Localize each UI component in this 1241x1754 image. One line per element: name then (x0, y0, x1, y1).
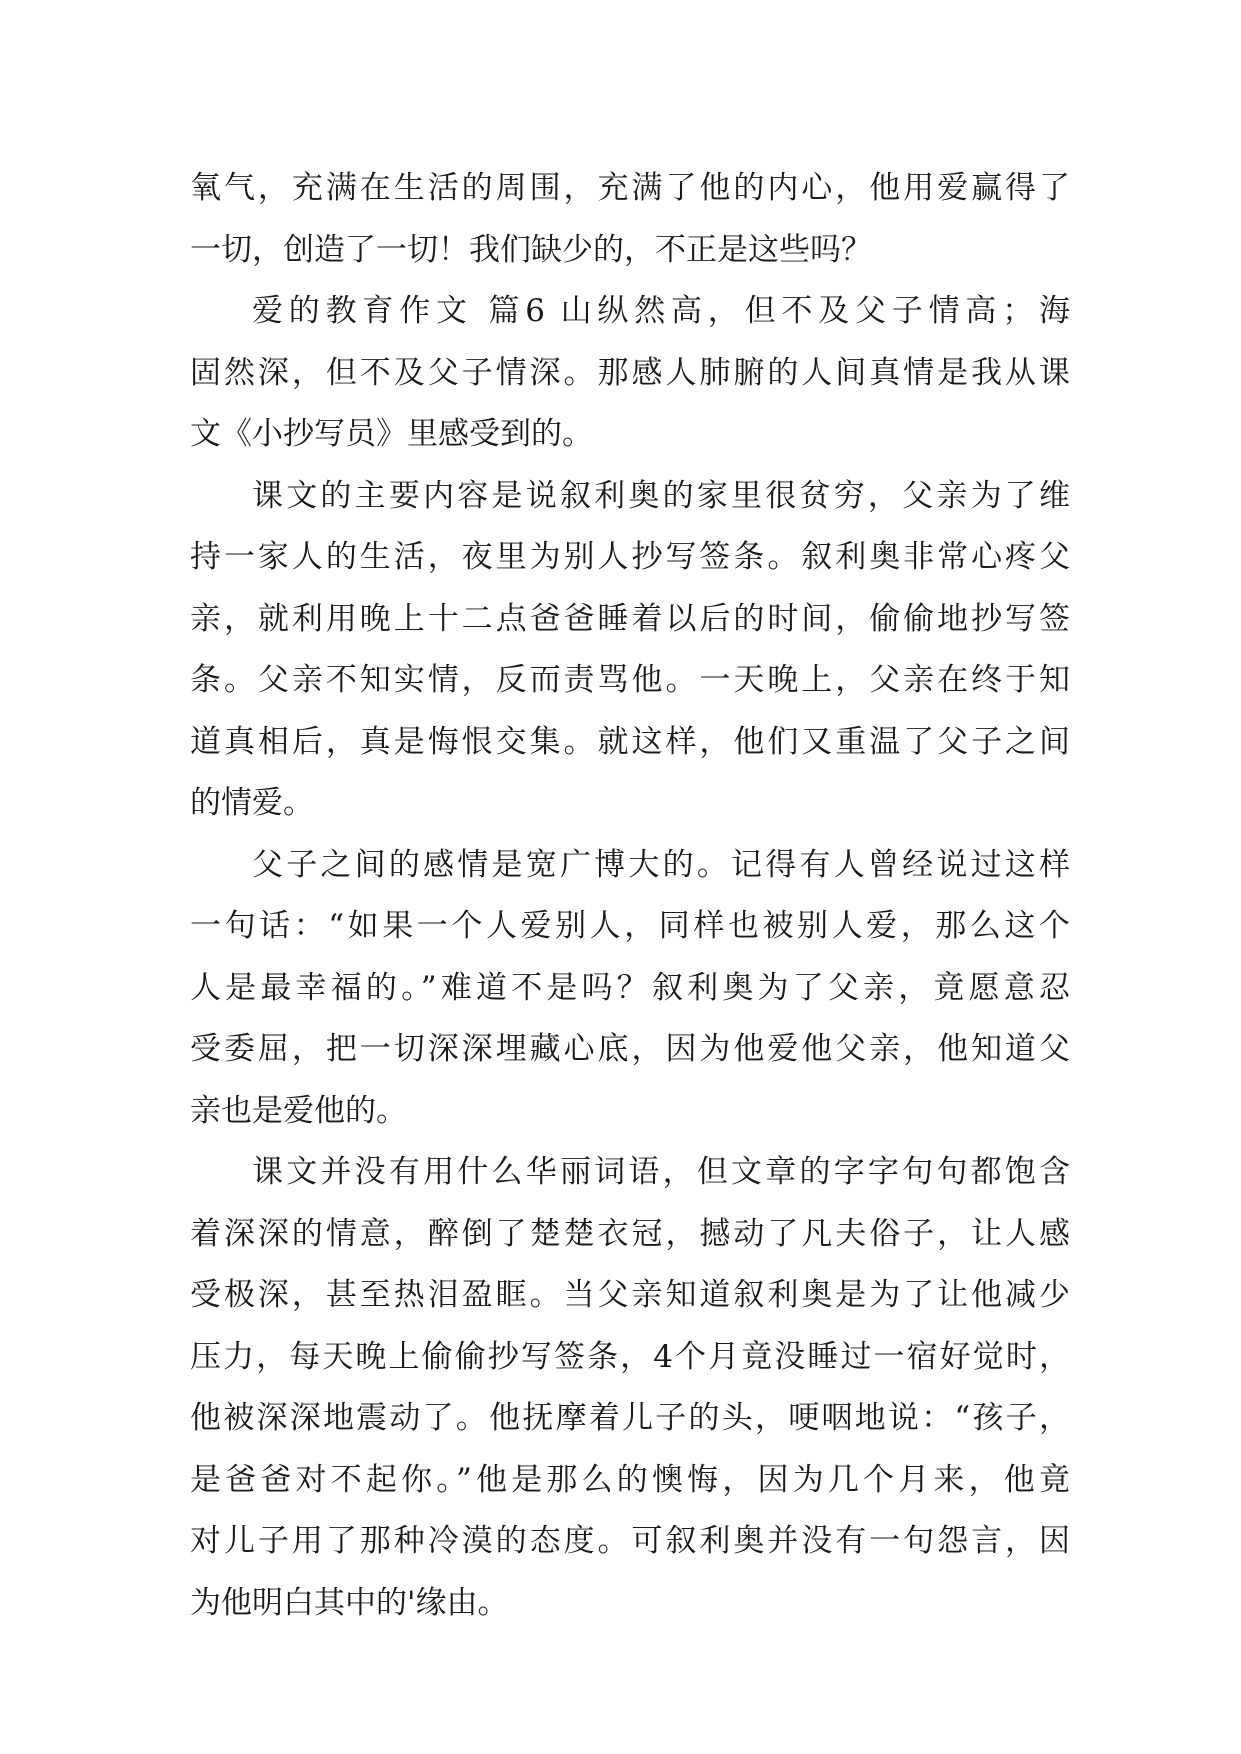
text-line: 道真相后，真是悔恨交集。就这样，他们又重温了父子之间 (190, 723, 1070, 760)
text-line: 一切，创造了一切！我们缺少的，不正是这些吗？ (190, 231, 872, 268)
text-line: 是爸爸对不起你。”他是那么的懊悔，因为几个月来，他竟 (190, 1461, 1070, 1498)
text-line: 对儿子用了那种冷漠的态度。可叙利奥并没有一句怨言，因 (190, 1523, 1070, 1559)
text-line: 他被深深地震动了。他抚摩着儿子的头，哽咽地说：“孩子， (190, 1400, 1070, 1436)
text-line: 文《小抄写员》里感受到的。 (190, 416, 593, 452)
text-line: 的情爱。 (190, 785, 314, 821)
text-line: 着深深的情意，醉倒了楚楚衣冠，撼动了凡夫俗子，让人感 (190, 1215, 1070, 1252)
text-line: 固然深，但不及父子情深。那感人肺腑的人间真情是我从课 (190, 354, 1070, 391)
text-line: 亲也是爱他的。 (190, 1092, 407, 1129)
text-line: 课文的主要内容是说叙利奥的家里很贫穷，父亲为了维 (252, 477, 1070, 514)
text-line: 课文并没有用什么华丽词语，但文章的字字句句都饱含 (252, 1154, 1070, 1190)
text-line: 父子之间的感情是宽广博大的。记得有人曾经说过这样 (252, 846, 1070, 883)
text-line: 压力，每天晚上偷偷抄写签条，4个月竟没睡过一宿好觉时， (190, 1338, 1070, 1375)
text-line: 人是最幸福的。”难道不是吗？叙利奥为了父亲，竟愿意忍 (190, 969, 1070, 1006)
text-line: 为他明白其中的'缘由。 (190, 1584, 509, 1621)
text-line: 条。父亲不知实情，反而责骂他。一天晚上，父亲在终于知 (190, 662, 1070, 698)
text-line: 持一家人的生活，夜里为别人抄写签条。叙利奥非常心疼父 (190, 539, 1070, 575)
text-line: 受委屈，把一切深深埋藏心底，因为他爱他父亲，他知道父 (190, 1031, 1070, 1067)
text-line: 爱的教育作文 篇6 山纵然高，但不及父子情高；海 (252, 293, 1070, 329)
text-line: 亲，就利用晚上十二点爸爸睡着以后的时间，偷偷地抄写签 (190, 600, 1070, 637)
text-line: 受极深，甚至热泪盈眶。当父亲知道叙利奥是为了让他减少 (190, 1277, 1070, 1313)
text-line: 氧气，充满在生活的周围，充满了他的内心，他用爱赢得了 (190, 170, 1070, 206)
text-line: 一句话：“如果一个人爱别人，同样也被别人爱，那么这个 (190, 908, 1070, 944)
article-body (190, 158, 1070, 1634)
